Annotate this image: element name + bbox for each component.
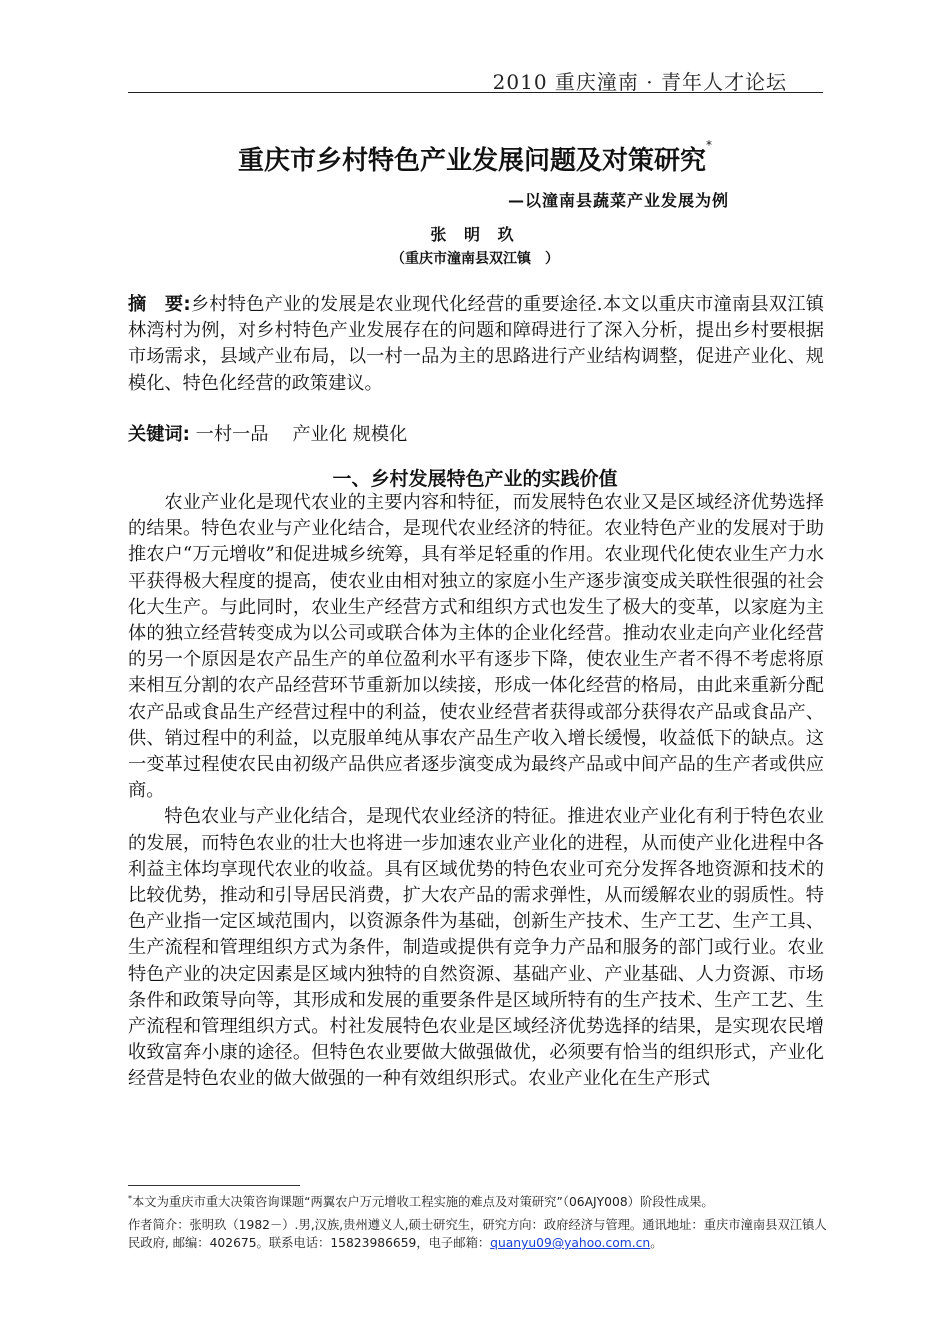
footnote-author <box>128 1216 828 1252</box>
keywords-text: 一村一品 产业化 规模化 <box>189 424 408 445</box>
keywords <box>128 422 824 448</box>
paper-subtitle: —以潼南县蔬菜产业发展为例 <box>508 191 730 210</box>
footnote-mark: * <box>128 1194 132 1203</box>
abstract-text: 乡村特色产业的发展是农业现代化经营的重要途径.本文以重庆市潼南县双江镇林湾村为例，对乡村特色产业发展存在的问题和障碍进行了深入分析，提出乡村要根据市场需求，县域产业布局，以一村一品为主的思路进行产业结构调整，促进产业化、规模化、特色化经营的政策建议。 <box>128 294 824 394</box>
keywords-label: 关键词: <box>128 424 190 445</box>
paragraph: 农业产业化是现代农业的主要内容和特征，而发展特色农业又是区域经济优势选择的结果。特色农业与产业化结合，是现代农业经济的特征。农业特色产业的发展对于助推农户“万元增收”和促进城乡统筹，具有举足轻重的作用。农业现代化使农业生产力水平获得极大程度的提高，使农业由相对独立的家庭小生产逐步演变成关联性很强的社会化大生产。与此同时，农业生产经营方式和组织方式也发生了极大的变革，以家庭为主体的独立经营转变成为以公司或联合体为主体的企业化经营。推动农业走向产业化经营的另一个原因是农产品生产的单位盈利水平有逐步下降，使农业生产者不得不考虑将原来相互分割的农产品经营环节重新加以续接，形成一体化经营的格局，由此来重新分配农产品或食品生产经营过程中的利益，使农业经营者获得或部分获得农产品或食品产、供、销过程中的利益，以克服单纯从事农产品生产收入增长缓慢，收益低下的缺点。这一变革过程使农民由初级产品供应者逐步演变成为最终产品或中间产品的生产者或供应商。 <box>128 492 824 802</box>
title-footnote-mark: * <box>706 138 712 152</box>
footnote-rule <box>128 1185 300 1186</box>
section-body <box>128 490 824 1093</box>
paper-title <box>0 140 950 177</box>
author-name: 张 明 玖 <box>430 225 520 244</box>
running-header <box>128 66 823 93</box>
header-text: 2010 重庆潼南 · 青年人才论坛 <box>492 70 787 94</box>
footnote-funding-text: 本文为重庆市重大决策咨询课题“两翼农户万元增收工程实施的难点及对策研究”（06AJY008）阶段性成果。 <box>132 1195 714 1210</box>
abstract <box>128 292 824 397</box>
email-link[interactable]: quanyu09@yahoo.com.cn <box>490 1236 651 1250</box>
title-text: 重庆市乡村特色产业发展问题及对策研究 <box>237 146 706 176</box>
paragraph: 特色农业与产业化结合，是现代农业经济的特征。推进农业产业化有利于特色农业的发展，而特色农业的壮大也将进一步加速农业产业化的进程，从而使产业化进程中各利益主体均享现代农业的收益。具有区域优势的特色农业可充分发挥各地资源和技术的比较优势，推动和引导居民消费，扩大农产品的需求弹性，从而缓解农业的弱质性。特色产业指一定区域范围内，以资源条件为基础，创新生产技术、生产工艺、生产工具、生产流程和管理组织方式为条件，制造或提供有竞争力产品和服务的部门或行业。农业特色产业的决定因素是区域内独特的自然资源、基础产业、产业基础、人力资源、市场条件和政策导向等，其形成和发展的重要条件是区域所特有的生产技术、生产工艺、生产流程和管理组织方式。村社发展特色农业是区域经济优势选择的结果，是实现农民增收致富奔小康的途径。但特色农业要做大做强做优，必须要有恰当的组织形式，产业化经营是特色农业的做大做强的一种有效组织形式。农业产业化在生产形式 <box>128 806 824 1090</box>
footnote-funding <box>128 1190 828 1211</box>
author-affiliation: （重庆市潼南县双江镇 ） <box>391 251 559 267</box>
footnote-author-end: 。 <box>650 1236 663 1250</box>
footnote-author-text: 作者简介：张明玖（1982－）.男,汉族,贵州遵义人,硕士研究生，研究方向：政府经济与管理。通讯地址：重庆市潼南县双江镇人民政府, 邮编：402675。联系电话：15823986659，电子邮箱： <box>128 1218 827 1250</box>
abstract-label: 摘 要: <box>128 294 191 315</box>
section-heading: 一、乡村发展特色产业的实践价值 <box>332 468 618 490</box>
